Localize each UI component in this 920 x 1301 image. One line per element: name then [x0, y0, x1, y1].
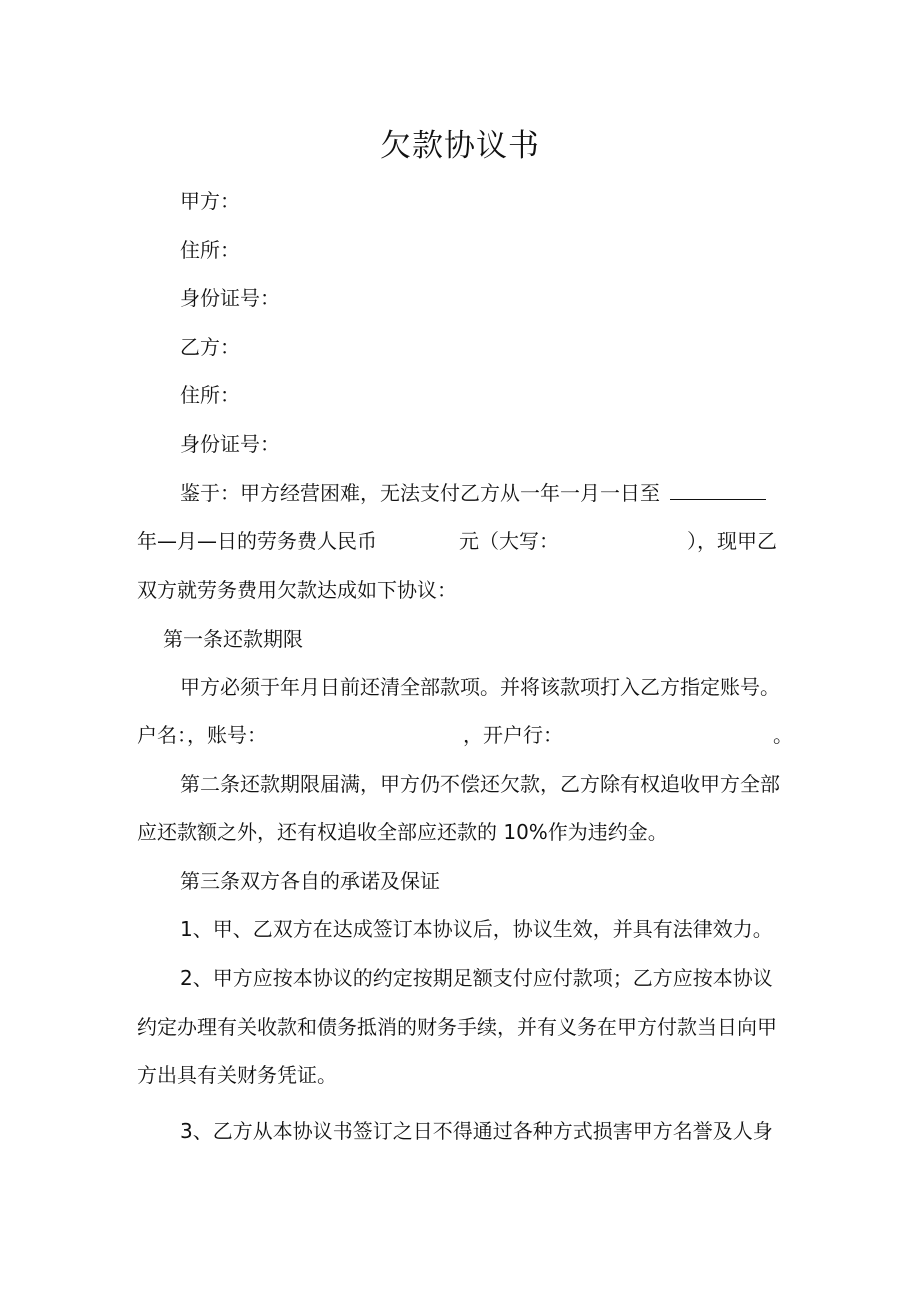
party-a-name-label: 甲方：: [180, 189, 240, 213]
article-2-line-1: 第二条还款期限届满，甲方仍不偿还欠款，乙方除有权追收甲方全部: [180, 772, 780, 796]
article-1-text: 甲方必须于年月日前还清全部款项。并将该款项打入乙方指定账号。: [180, 675, 780, 699]
account-name-label: 户名：，账号：: [137, 723, 267, 747]
recital-text-2c: ），现甲乙: [687, 529, 777, 553]
recital-text-1: 鉴于：甲方经营困难，无法支付乙方从一年一月一日至: [180, 481, 660, 505]
recital-line-3: 双方就劳务费用欠款达成如下协议：: [137, 578, 457, 602]
party-b-name-label: 乙方：: [180, 335, 240, 359]
article-3-item-2-line-3: 方出具有关财务凭证。: [137, 1063, 337, 1087]
party-a-id-label: 身份证号：: [180, 286, 280, 310]
article-1-account-line: [137, 721, 793, 749]
party-b-address-label: 住所：: [180, 383, 240, 407]
article-2-line-2: 应还款额之外，还有权追收全部应还款的 10%作为违约金。: [137, 820, 668, 844]
article-3-item-2-line-1: 2、甲方应按本协议的约定按期足额支付应付款项；乙方应按本协议: [180, 966, 773, 990]
party-a-address-label: 住所：: [180, 238, 240, 262]
recital-text-2a: 年—月—日的劳务费人民币: [137, 529, 377, 553]
account-end-mark: 。: [773, 723, 793, 747]
bank-label: ，开户行：: [463, 723, 563, 747]
article-3-item-3-line-1: 3、乙方从本协议书签订之日不得通过各种方式损害甲方名誉及人身: [180, 1119, 773, 1143]
recital-line-1: [180, 479, 766, 507]
party-b-id-label: 身份证号：: [180, 432, 280, 456]
document-title: 欠款协议书: [380, 128, 540, 164]
article-1-heading: 第一条还款期限: [163, 627, 303, 651]
article-3-heading: 第三条双方各自的承诺及保证: [180, 869, 440, 893]
article-3-item-1: 1、甲、乙双方在达成签订本协议后，协议生效，并具有法律效力。: [180, 917, 773, 941]
article-3-item-2-line-2: 约定办理有关收款和债务抵消的财务手续，并有义务在甲方付款当日向甲: [137, 1015, 777, 1039]
recital-line-2: [137, 527, 777, 555]
date-blank-underline: [670, 479, 766, 500]
recital-text-2b: 元（大写：: [459, 529, 559, 553]
